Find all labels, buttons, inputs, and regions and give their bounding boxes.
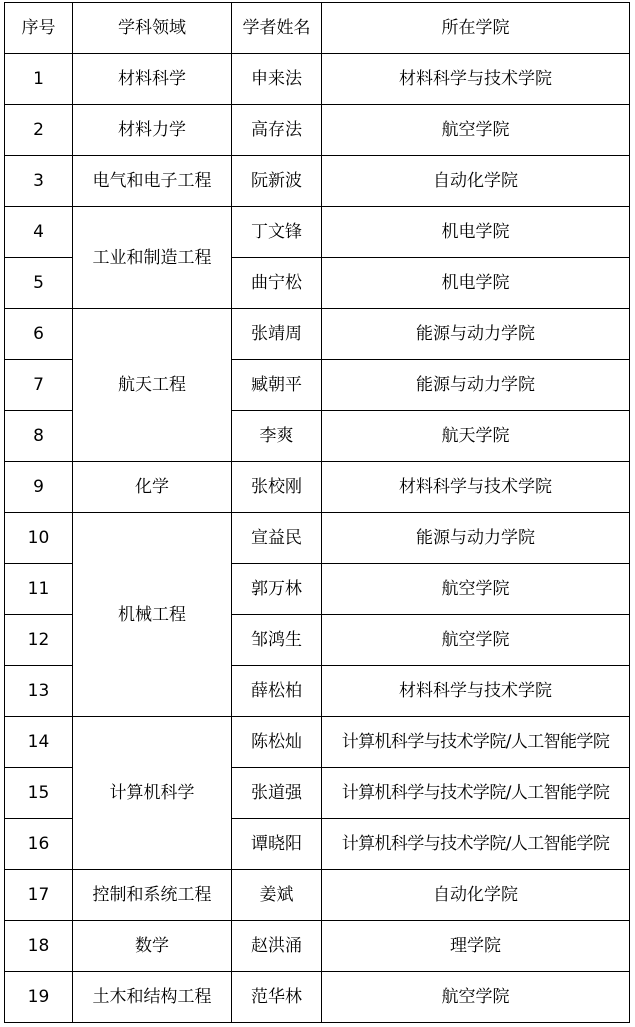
scholar-name: 邹鸿生 [232,615,322,666]
table-row [5,921,630,972]
college-cell: 计算机科学与技术学院/人工智能学院 [322,768,630,819]
table-row [5,156,630,207]
table-row [5,207,630,258]
field-cell: 材料力学 [73,105,232,156]
scholar-name: 谭晓阳 [232,819,322,870]
scholar-name: 高存法 [232,105,322,156]
table-row [5,105,630,156]
table-row [5,309,630,360]
row-number: 1 [5,54,73,105]
scholar-name: 郭万林 [232,564,322,615]
row-number: 17 [5,870,73,921]
table-row [5,54,630,105]
scholar-name: 薛松柏 [232,666,322,717]
college-cell: 机电学院 [322,258,630,309]
row-number: 19 [5,972,73,1023]
scholar-name: 申来法 [232,54,322,105]
row-number: 18 [5,921,73,972]
row-number: 7 [5,360,73,411]
scholar-name: 李爽 [232,411,322,462]
row-number: 3 [5,156,73,207]
header-cell-number: 序号 [5,3,73,54]
college-cell: 能源与动力学院 [322,309,630,360]
scholar-name: 张校刚 [232,462,322,513]
field-cell: 计算机科学 [73,717,232,870]
header-cell-name: 学者姓名 [232,3,322,54]
row-number: 14 [5,717,73,768]
college-cell: 航空学院 [322,105,630,156]
college-cell: 自动化学院 [322,156,630,207]
row-number: 2 [5,105,73,156]
college-cell: 航天学院 [322,411,630,462]
row-number: 8 [5,411,73,462]
scholar-name: 张道强 [232,768,322,819]
scholar-name: 丁文锋 [232,207,322,258]
scholars-table [4,2,630,1023]
row-number: 11 [5,564,73,615]
row-number: 10 [5,513,73,564]
college-cell: 能源与动力学院 [322,513,630,564]
header-cell-college: 所在学院 [322,3,630,54]
scholar-name: 臧朝平 [232,360,322,411]
field-cell: 航天工程 [73,309,232,462]
scholar-name: 宣益民 [232,513,322,564]
scholar-name: 陈松灿 [232,717,322,768]
college-cell: 航空学院 [322,564,630,615]
scholar-name: 赵洪涌 [232,921,322,972]
college-cell: 理学院 [322,921,630,972]
row-number: 13 [5,666,73,717]
field-cell: 电气和电子工程 [73,156,232,207]
row-number: 15 [5,768,73,819]
field-cell: 材料科学 [73,54,232,105]
scholar-name: 姜斌 [232,870,322,921]
scholar-name: 阮新波 [232,156,322,207]
college-cell: 能源与动力学院 [322,360,630,411]
scholar-name: 曲宁松 [232,258,322,309]
college-cell: 计算机科学与技术学院/人工智能学院 [322,717,630,768]
field-cell: 数学 [73,921,232,972]
field-cell: 工业和制造工程 [73,207,232,309]
table-row [5,513,630,564]
table-row [5,870,630,921]
field-cell: 化学 [73,462,232,513]
scholar-name: 张靖周 [232,309,322,360]
table-row [5,462,630,513]
row-number: 9 [5,462,73,513]
college-cell: 计算机科学与技术学院/人工智能学院 [322,819,630,870]
field-cell: 控制和系统工程 [73,870,232,921]
header-cell-field: 学科领域 [73,3,232,54]
row-number: 5 [5,258,73,309]
college-cell: 材料科学与技术学院 [322,54,630,105]
row-number: 6 [5,309,73,360]
college-cell: 航空学院 [322,972,630,1023]
college-cell: 自动化学院 [322,870,630,921]
field-cell: 土木和结构工程 [73,972,232,1023]
row-number: 16 [5,819,73,870]
table-row [5,717,630,768]
table-header-row [5,3,630,54]
field-cell: 机械工程 [73,513,232,717]
row-number: 12 [5,615,73,666]
college-cell: 航空学院 [322,615,630,666]
college-cell: 材料科学与技术学院 [322,666,630,717]
row-number: 4 [5,207,73,258]
scholar-name: 范华林 [232,972,322,1023]
college-cell: 材料科学与技术学院 [322,462,630,513]
college-cell: 机电学院 [322,207,630,258]
table-row [5,972,630,1023]
